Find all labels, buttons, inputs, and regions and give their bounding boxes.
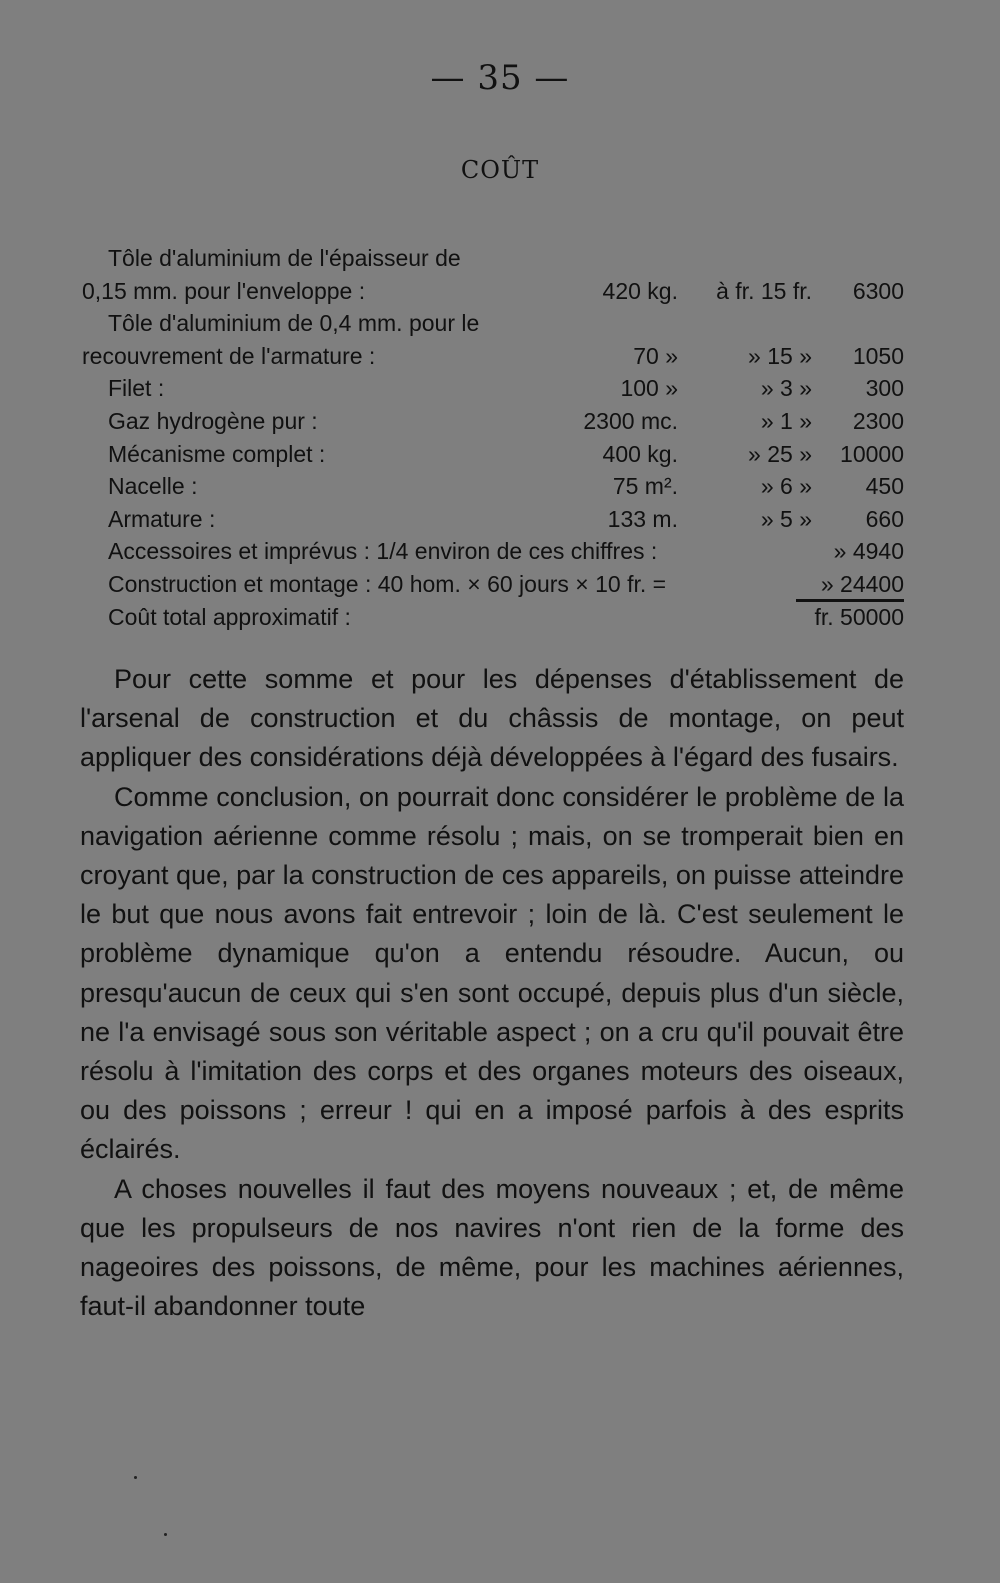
cost-item-unit-price: » 3 » — [760, 375, 812, 402]
section-title: COÛT — [460, 156, 540, 184]
cost-item-label: recouvrement de l'armature : — [82, 342, 376, 369]
cost-item-amount: 660 — [865, 505, 904, 532]
cost-item-amount: 450 — [865, 473, 904, 500]
cost-item-label: Gaz hydrogène pur : — [108, 407, 318, 434]
cost-item-quantity: 75 m². — [612, 473, 678, 500]
page-number: — 35 — — [430, 58, 570, 98]
cost-item-amount: 6300 — [852, 277, 904, 304]
cost-item-quantity: 133 m. — [607, 505, 678, 532]
cost-item-unit-price: » 5 » — [760, 505, 812, 532]
paper-speck — [134, 1476, 137, 1479]
cost-row — [82, 372, 904, 405]
cost-item-label: Tôle d'aluminium de l'épaisseur de — [108, 245, 461, 271]
cost-item-label: Nacelle : — [108, 473, 198, 500]
total-row — [82, 601, 904, 634]
paragraph-2: Comme conclusion, on pourrait donc considérer le problème de la navigation aérienne comme résolu ; mais, on se tromperait bien en croyant que, par la construction de ces appareils, on puisse atteindre le but que nous avons fait entrevoir ; loin de là. C'est seulement le problème dynamique qu'on a entendu résoudre. Aucun, ou presqu'aucun de ceux qui s'en sont occupé, depuis plus d'un siècle, ne l'a envisagé sous son véritable aspect ; on a cru qu'il pouvait être résolu à l'imitation des corps et des organes moteurs des oiseaux, ou des poissons ; erreur ! qui en a imposé parfois à des esprits éclairés. — [80, 781, 904, 1165]
cost-table — [82, 242, 904, 633]
cost-item-quantity: 420 kg. — [602, 277, 678, 304]
total-label: Coût total approximatif : — [108, 603, 351, 630]
cost-item-unit-price: » 15 » — [748, 342, 812, 369]
cost-row — [82, 470, 904, 503]
cost-item-quantity: 100 » — [620, 375, 678, 402]
cost-item-unit-price: » 6 » — [760, 473, 812, 500]
cost-item-label: Tôle d'aluminium de 0,4 mm. pour le — [108, 310, 480, 337]
cost-row — [82, 340, 904, 373]
accessories-row — [82, 535, 904, 568]
cost-item-amount: 1050 — [852, 342, 904, 369]
cost-item-unit-price: » 25 » — [748, 440, 812, 467]
cost-item-unit-price: » 1 » — [760, 407, 812, 434]
cost-item-amount: 300 — [865, 375, 904, 402]
body-text — [80, 660, 904, 1326]
cost-item-label: Mécanisme complet : — [108, 440, 326, 467]
cost-row — [82, 307, 904, 340]
cost-row — [82, 503, 904, 536]
cost-item-quantity: 2300 mc. — [583, 407, 678, 434]
construction-amount: » 24400 — [820, 570, 904, 597]
cost-item-quantity: 400 kg. — [602, 440, 678, 467]
cost-item-quantity: 70 » — [633, 342, 678, 369]
paper-speck — [164, 1533, 167, 1536]
paragraph-1: Pour cette somme et pour les dépenses d'établissement de l'arsenal de construction et du châssis de montage, on peut appliquer des considérations déjà développées à l'égard des fusairs. — [80, 664, 904, 773]
cost-item-label: 0,15 mm. pour l'enveloppe : — [82, 277, 366, 304]
cost-item-label: Armature : — [108, 505, 216, 532]
total-amount: fr. 50000 — [814, 603, 904, 630]
construction-row — [82, 568, 904, 601]
cost-rows — [82, 242, 904, 535]
cost-row — [82, 242, 904, 275]
cost-item-amount: 2300 — [852, 407, 904, 434]
paragraph-3: A choses nouvelles il faut des moyens nouveaux ; et, de même que les propulseurs de nos navires n'ont rien de la forme des nageoires des poissons, de même, pour les machines aériennes, faut-il abandonner toute — [80, 1173, 904, 1322]
cost-item-label: Filet : — [108, 375, 165, 402]
cost-row — [82, 405, 904, 438]
cost-row — [82, 438, 904, 471]
cost-item-unit-price: à fr. 15 fr. — [716, 277, 812, 304]
cost-row — [82, 275, 904, 308]
accessories-amount: » 4940 — [833, 538, 904, 565]
cost-item-amount: 10000 — [840, 440, 904, 467]
accessories-label: Accessoires et imprévus : 1/4 environ de ces chiffres : — [108, 538, 658, 565]
construction-label: Construction et montage : 40 hom. × 60 jours × 10 fr. = — [108, 570, 667, 597]
